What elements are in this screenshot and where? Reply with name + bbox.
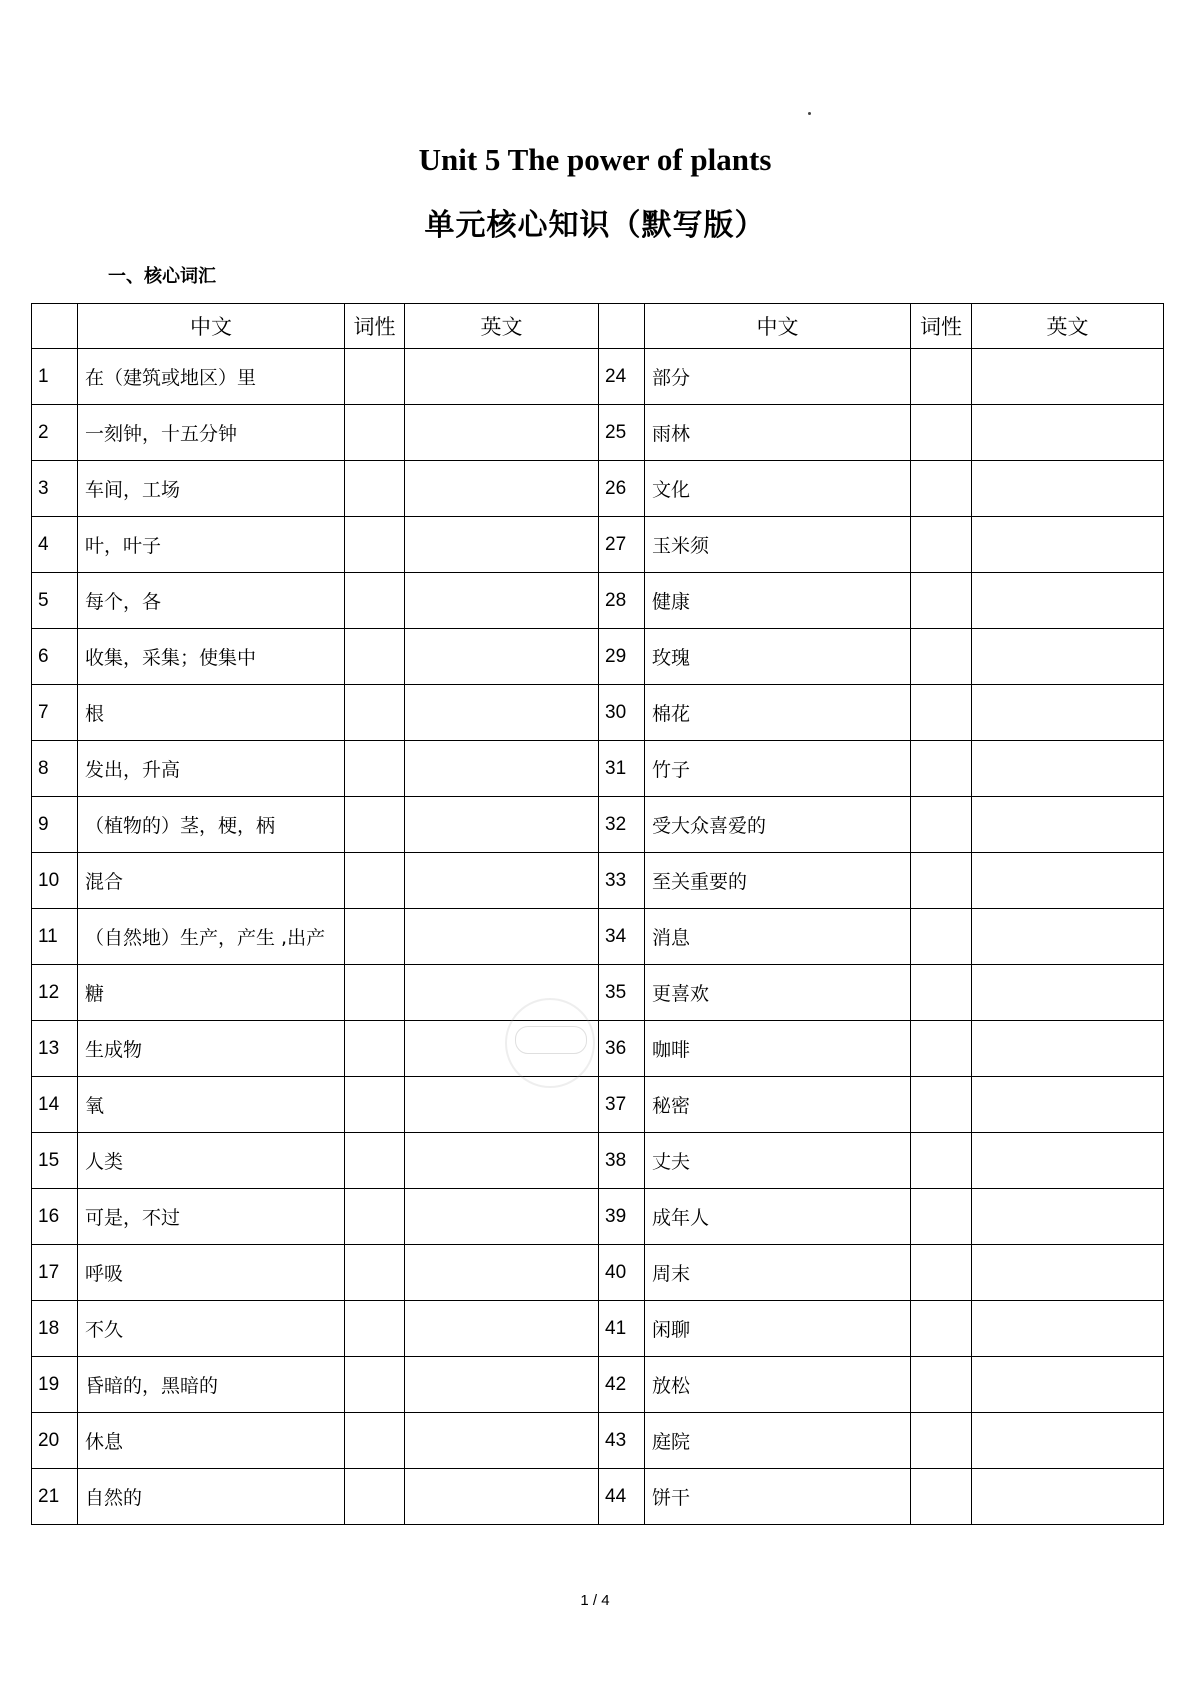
- row-number-left: 13: [32, 1021, 78, 1077]
- chinese-term-left: 昏暗的，黑暗的: [78, 1357, 345, 1413]
- row-number-left: 5: [32, 573, 78, 629]
- table-row: [32, 965, 1164, 1021]
- pos-answer-left[interactable]: [345, 573, 405, 629]
- table-row: [32, 1413, 1164, 1469]
- chinese-term-left: 生成物: [78, 1021, 345, 1077]
- row-number-right: 44: [599, 1469, 645, 1525]
- row-number-right: 30: [599, 685, 645, 741]
- pos-answer-left[interactable]: [345, 797, 405, 853]
- row-number-left: 21: [32, 1469, 78, 1525]
- pos-answer-right[interactable]: [911, 1077, 972, 1133]
- english-answer-right[interactable]: [972, 1357, 1164, 1413]
- english-answer-left[interactable]: [405, 405, 599, 461]
- row-number-right: 39: [599, 1189, 645, 1245]
- chinese-term-right: 部分: [645, 349, 911, 405]
- pos-answer-left[interactable]: [345, 461, 405, 517]
- row-number-left: 7: [32, 685, 78, 741]
- row-number-left: 3: [32, 461, 78, 517]
- header-number-left: [32, 304, 78, 349]
- english-answer-right[interactable]: [972, 629, 1164, 685]
- row-number-right: 43: [599, 1413, 645, 1469]
- english-answer-right[interactable]: [972, 1021, 1164, 1077]
- table-row: [32, 1357, 1164, 1413]
- english-answer-right[interactable]: [972, 1189, 1164, 1245]
- row-number-left: 18: [32, 1301, 78, 1357]
- row-number-left: 14: [32, 1077, 78, 1133]
- table-row: [32, 797, 1164, 853]
- table-row: [32, 517, 1164, 573]
- english-answer-right[interactable]: [972, 1301, 1164, 1357]
- chinese-term-right: 秘密: [645, 1077, 911, 1133]
- chinese-term-right: 至关重要的: [645, 853, 911, 909]
- row-number-left: 17: [32, 1245, 78, 1301]
- table-row: [32, 685, 1164, 741]
- table-row: [32, 1301, 1164, 1357]
- pos-answer-left[interactable]: [345, 1245, 405, 1301]
- pos-answer-right[interactable]: [911, 629, 972, 685]
- table-row: [32, 573, 1164, 629]
- chinese-term-left: 可是，不过: [78, 1189, 345, 1245]
- pos-answer-right[interactable]: [911, 1245, 972, 1301]
- pos-answer-right[interactable]: [911, 797, 972, 853]
- chinese-term-left: 收集，采集；使集中: [78, 629, 345, 685]
- pos-answer-right[interactable]: [911, 1133, 972, 1189]
- row-number-right: 25: [599, 405, 645, 461]
- english-answer-left[interactable]: [405, 1245, 599, 1301]
- chinese-term-left: 发出，升高: [78, 741, 345, 797]
- row-number-right: 38: [599, 1133, 645, 1189]
- english-answer-left[interactable]: [405, 629, 599, 685]
- english-answer-right[interactable]: [972, 853, 1164, 909]
- table-row: [32, 1245, 1164, 1301]
- english-answer-left[interactable]: [405, 1357, 599, 1413]
- chinese-term-left: 叶，叶子: [78, 517, 345, 573]
- row-number-right: 36: [599, 1021, 645, 1077]
- header-pos-left: 词性: [345, 304, 405, 349]
- pos-answer-left[interactable]: [345, 685, 405, 741]
- header-pos-right: 词性: [911, 304, 972, 349]
- row-number-left: 16: [32, 1189, 78, 1245]
- row-number-right: 37: [599, 1077, 645, 1133]
- pos-answer-right[interactable]: [911, 461, 972, 517]
- header-chinese-left: 中文: [78, 304, 345, 349]
- chinese-term-left: 一刻钟，十五分钟: [78, 405, 345, 461]
- pos-answer-left[interactable]: [345, 909, 405, 965]
- chinese-term-right: 棉花: [645, 685, 911, 741]
- table-row: [32, 461, 1164, 517]
- chinese-term-right: 文化: [645, 461, 911, 517]
- chinese-term-left: （植物的）茎，梗，柄: [78, 797, 345, 853]
- header-english-right: 英文: [972, 304, 1164, 349]
- table-row: [32, 405, 1164, 461]
- pos-answer-left[interactable]: [345, 1413, 405, 1469]
- english-answer-right[interactable]: [972, 405, 1164, 461]
- pos-answer-right[interactable]: [911, 1021, 972, 1077]
- pos-answer-right[interactable]: [911, 1357, 972, 1413]
- chinese-term-left: 根: [78, 685, 345, 741]
- chinese-term-left: 自然的: [78, 1469, 345, 1525]
- row-number-right: 29: [599, 629, 645, 685]
- english-answer-left[interactable]: [405, 685, 599, 741]
- row-number-right: 27: [599, 517, 645, 573]
- table-row: [32, 1469, 1164, 1525]
- row-number-left: 11: [32, 909, 78, 965]
- english-answer-right[interactable]: [972, 517, 1164, 573]
- row-number-right: 31: [599, 741, 645, 797]
- english-answer-left[interactable]: [405, 853, 599, 909]
- pos-answer-left[interactable]: [345, 965, 405, 1021]
- english-answer-right[interactable]: [972, 909, 1164, 965]
- english-answer-left[interactable]: [405, 797, 599, 853]
- table-row: [32, 629, 1164, 685]
- english-answer-left[interactable]: [405, 573, 599, 629]
- table-row: [32, 349, 1164, 405]
- english-answer-left[interactable]: [405, 1189, 599, 1245]
- pos-answer-left[interactable]: [345, 629, 405, 685]
- chinese-term-right: 竹子: [645, 741, 911, 797]
- pos-answer-left[interactable]: [345, 1469, 405, 1525]
- english-answer-left[interactable]: [405, 1301, 599, 1357]
- chinese-term-right: 咖啡: [645, 1021, 911, 1077]
- pos-answer-left[interactable]: [345, 1133, 405, 1189]
- english-answer-left[interactable]: [405, 909, 599, 965]
- table-row: [32, 1021, 1164, 1077]
- english-answer-right[interactable]: [972, 741, 1164, 797]
- page-title-chinese: 单元核心知识（默写版）: [424, 208, 766, 243]
- row-number-right: 32: [599, 797, 645, 853]
- row-number-right: 33: [599, 853, 645, 909]
- chinese-term-left: 不久: [78, 1301, 345, 1357]
- chinese-term-left: 在（建筑或地区）里: [78, 349, 345, 405]
- row-number-left: 6: [32, 629, 78, 685]
- chinese-term-left: 呼吸: [78, 1245, 345, 1301]
- chinese-term-right: 雨林: [645, 405, 911, 461]
- row-number-left: 15: [32, 1133, 78, 1189]
- chinese-term-right: 玉米须: [645, 517, 911, 573]
- english-answer-left[interactable]: [405, 517, 599, 573]
- header-number-right: [599, 304, 645, 349]
- english-answer-left[interactable]: [405, 1469, 599, 1525]
- chinese-term-left: 车间，工场: [78, 461, 345, 517]
- row-number-left: 9: [32, 797, 78, 853]
- english-answer-right[interactable]: [972, 797, 1164, 853]
- row-number-right: 41: [599, 1301, 645, 1357]
- table-row: [32, 1133, 1164, 1189]
- english-answer-left[interactable]: [405, 1413, 599, 1469]
- table-row: [32, 853, 1164, 909]
- vocabulary-table: [31, 303, 1164, 1525]
- english-answer-left[interactable]: [405, 461, 599, 517]
- chinese-term-right: 健康: [645, 573, 911, 629]
- pos-answer-right[interactable]: [911, 405, 972, 461]
- chinese-term-left: （自然地）生产，产生 ,出产: [78, 909, 345, 965]
- chinese-term-right: 饼干: [645, 1469, 911, 1525]
- english-answer-left[interactable]: [405, 349, 599, 405]
- chinese-term-right: 玫瑰: [645, 629, 911, 685]
- pos-answer-left[interactable]: [345, 1077, 405, 1133]
- english-answer-left[interactable]: [405, 1077, 599, 1133]
- pos-answer-left[interactable]: [345, 349, 405, 405]
- pos-answer-right[interactable]: [911, 1413, 972, 1469]
- row-number-left: 10: [32, 853, 78, 909]
- pos-answer-right[interactable]: [911, 573, 972, 629]
- pos-answer-right[interactable]: [911, 741, 972, 797]
- row-number-left: 19: [32, 1357, 78, 1413]
- row-number-right: 24: [599, 349, 645, 405]
- table-row: [32, 1077, 1164, 1133]
- pos-answer-left[interactable]: [345, 853, 405, 909]
- english-answer-left[interactable]: [405, 741, 599, 797]
- english-answer-right[interactable]: [972, 1133, 1164, 1189]
- pos-answer-right[interactable]: [911, 853, 972, 909]
- chinese-term-right: 成年人: [645, 1189, 911, 1245]
- row-number-left: 12: [32, 965, 78, 1021]
- row-number-right: 26: [599, 461, 645, 517]
- chinese-term-right: 放松: [645, 1357, 911, 1413]
- pos-answer-right[interactable]: [911, 909, 972, 965]
- chinese-term-right: 更喜欢: [645, 965, 911, 1021]
- english-answer-right[interactable]: [972, 965, 1164, 1021]
- english-answer-right[interactable]: [972, 685, 1164, 741]
- english-answer-right[interactable]: [972, 349, 1164, 405]
- english-answer-left[interactable]: [405, 1133, 599, 1189]
- english-answer-right[interactable]: [972, 1413, 1164, 1469]
- pos-answer-right[interactable]: [911, 1301, 972, 1357]
- table-header-row: [32, 304, 1164, 349]
- chinese-term-right: 周末: [645, 1245, 911, 1301]
- english-answer-right[interactable]: [972, 1469, 1164, 1525]
- header-chinese-right: 中文: [645, 304, 911, 349]
- section-heading: 一、核心词汇: [108, 266, 216, 287]
- row-number-right: 35: [599, 965, 645, 1021]
- row-number-right: 40: [599, 1245, 645, 1301]
- chinese-term-left: 糖: [78, 965, 345, 1021]
- chinese-term-left: 氧: [78, 1077, 345, 1133]
- row-number-left: 8: [32, 741, 78, 797]
- table-row: [32, 1189, 1164, 1245]
- pos-answer-right[interactable]: [911, 965, 972, 1021]
- pos-answer-left[interactable]: [345, 1021, 405, 1077]
- pos-answer-left[interactable]: [345, 517, 405, 573]
- pos-answer-right[interactable]: [911, 1469, 972, 1525]
- chinese-term-left: 休息: [78, 1413, 345, 1469]
- english-answer-right[interactable]: [972, 573, 1164, 629]
- pos-answer-right[interactable]: [911, 685, 972, 741]
- pos-answer-right[interactable]: [911, 349, 972, 405]
- chinese-term-right: 丈夫: [645, 1133, 911, 1189]
- row-number-right: 28: [599, 573, 645, 629]
- row-number-right: 42: [599, 1357, 645, 1413]
- pos-answer-left[interactable]: [345, 741, 405, 797]
- pos-answer-left[interactable]: [345, 405, 405, 461]
- english-answer-right[interactable]: [972, 461, 1164, 517]
- chinese-term-left: 人类: [78, 1133, 345, 1189]
- row-number-left: 20: [32, 1413, 78, 1469]
- chinese-term-left: 混合: [78, 853, 345, 909]
- watermark-seal: [505, 998, 595, 1088]
- chinese-term-left: 每个，各: [78, 573, 345, 629]
- table-row: [32, 909, 1164, 965]
- row-number-left: 4: [32, 517, 78, 573]
- pos-answer-right[interactable]: [911, 517, 972, 573]
- row-number-left: 1: [32, 349, 78, 405]
- english-answer-right[interactable]: [972, 1077, 1164, 1133]
- chinese-term-right: 受大众喜爱的: [645, 797, 911, 853]
- chinese-term-right: 消息: [645, 909, 911, 965]
- page-title-english: Unit 5 The power of plants: [418, 142, 772, 177]
- chinese-term-right: 闲聊: [645, 1301, 911, 1357]
- pos-answer-left[interactable]: [345, 1301, 405, 1357]
- page-number: 1 / 4: [580, 1592, 610, 1609]
- header-english-left: 英文: [405, 304, 599, 349]
- chinese-term-right: 庭院: [645, 1413, 911, 1469]
- row-number-right: 34: [599, 909, 645, 965]
- table-row: [32, 741, 1164, 797]
- stray-dot: [808, 112, 811, 115]
- pos-answer-left[interactable]: [345, 1189, 405, 1245]
- row-number-left: 2: [32, 405, 78, 461]
- pos-answer-left[interactable]: [345, 1357, 405, 1413]
- pos-answer-right[interactable]: [911, 1189, 972, 1245]
- english-answer-right[interactable]: [972, 1245, 1164, 1301]
